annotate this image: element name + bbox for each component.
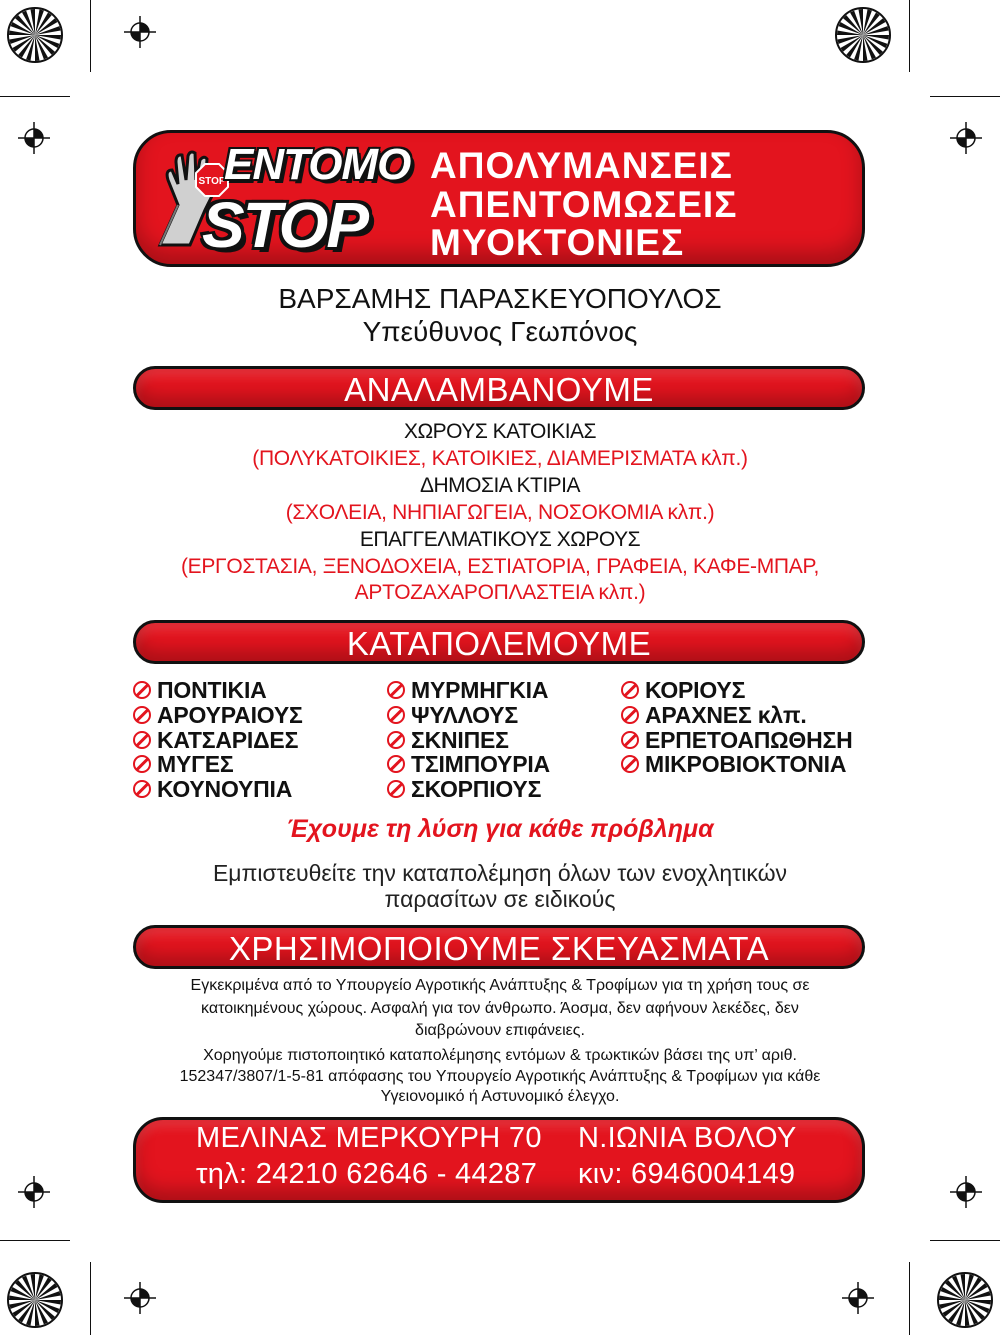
target-registration-icon (950, 122, 982, 154)
list-item: ΠΟΝΤΙΚΙΑ (133, 677, 267, 704)
no-entry-icon (621, 755, 639, 773)
list-item: ΜΥΓΕΣ (133, 751, 233, 778)
radial-star-icon (936, 1271, 994, 1329)
no-entry-icon (387, 755, 405, 773)
list-item: ΨΥΛΛΟΥΣ (387, 702, 518, 729)
contact-address: ΜΕΛΙΝΑΣ ΜΕΡΚΟΥΡΗ 70 (196, 1122, 542, 1154)
contact-phone: τηλ: 24210 62646 - 44287 (196, 1158, 538, 1190)
target-registration-icon (124, 1282, 156, 1314)
section-heading-combat: ΚΑΤΑΠΟΛΕΜΟΥΜΕ (346, 625, 652, 662)
no-entry-icon (387, 706, 405, 724)
trust-line-2: παρασίτων σε ειδικούς (384, 886, 616, 912)
list-item: ΚΟΡΙΟΥΣ (621, 677, 745, 704)
crop-line (909, 1262, 910, 1335)
category-details: (ΣΧΟΛΕΙΑ, ΝΗΠΙΑΓΩΓΕΙΑ, ΝΟΣΟΚΟΜΙΑ κλπ.) (285, 501, 715, 524)
contact-mobile: κιν: 6946004149 (578, 1158, 796, 1190)
section-bar-combat (133, 620, 865, 664)
crop-line (0, 1240, 70, 1241)
list-item: ΚΟΥΝΟΥΠΙΑ (133, 776, 292, 803)
target-registration-icon (950, 1176, 982, 1208)
crop-line (0, 96, 70, 97)
list-item: ΑΡΟΥΡΑΙΟΥΣ (133, 702, 303, 729)
list-item: ΕΡΠΕΤΟΑΠΩΘΗΣΗ (621, 727, 853, 754)
contact-city: Ν.ΙΩΝΙΑ ΒΟΛΟΥ (578, 1122, 797, 1154)
no-entry-icon (133, 681, 151, 699)
target-registration-icon (18, 122, 50, 154)
certificate-text: Υγειονομικό ή Αστυνομικό έλεγχο. (380, 1088, 620, 1105)
target-registration-icon (18, 1176, 50, 1208)
radial-star-icon (834, 6, 892, 64)
trust-line-1: Εμπιστευθείτε την καταπολέμηση όλων των ενοχλητικών (212, 860, 788, 886)
logo-bottom-word: STOP (202, 189, 368, 261)
slogan: Έχουμε τη λύση για κάθε πρόβλημα (286, 815, 714, 843)
no-entry-icon (387, 681, 405, 699)
products-text: κατοικημένους χώρους. Ασφαλή για τον άνθρωπο. Άοσμα, δεν αφήνουν λεκέδες, δεν (201, 1000, 799, 1017)
no-entry-icon (621, 681, 639, 699)
target-registration-icon (842, 1282, 874, 1314)
crop-line (909, 0, 910, 72)
category-name: ΔΗΜΟΣΙΑ ΚΤΙΡΙΑ (419, 474, 581, 497)
radial-star-icon (6, 1271, 64, 1329)
section-heading-products: ΧΡΗΣΙΜΟΠΟΙΟΥΜΕ ΣΚΕΥΑΣΜΑΤΑ (228, 930, 770, 967)
category-details: (ΠΟΛΥΚΑΤΟΙΚΙΕΣ, ΚΑΤΟΙΚΙΕΣ, ΔΙΑΜΕΡΙΣΜΑΤΑ κλπ.) (252, 447, 748, 470)
crop-line (90, 1262, 91, 1335)
category-details: (ΕΡΓΟΣΤΑΣΙΑ, ΞΕΝΟΔΟΧΕΙΑ, ΕΣΤΙΑΤΟΡΙΑ, ΓΡΑΦΕΙΑ, ΚΑΦΕ-ΜΠΑΡ, (180, 555, 820, 578)
owner-title: Υπεύθυνος Γεωπόνος (362, 316, 638, 347)
radial-star-icon (6, 6, 64, 64)
stop-sign-text: STOP (198, 176, 226, 187)
certificate-text: Χορηγούμε πιστοποιητικό καταπολέμησης εντόμων & τρωκτικών βάσει της υπ’ αριθ. (203, 1047, 797, 1064)
section-heading-undertake: ΑΝΑΛΑΜΒΑΝΟΥΜΕ (344, 371, 654, 408)
no-entry-icon (387, 731, 405, 749)
no-entry-icon (133, 780, 151, 798)
crop-line (930, 1240, 1000, 1241)
crop-line (930, 96, 1000, 97)
section-bar-undertake (133, 366, 865, 410)
no-entry-icon (621, 731, 639, 749)
category-name: ΕΠΑΓΓΕΛΜΑΤΙΚΟΥΣ ΧΩΡΟΥΣ (359, 528, 641, 551)
section-bar-products (133, 925, 865, 969)
list-item: ΤΣΙΜΠΟΥΡΙΑ (387, 751, 550, 778)
no-entry-icon (621, 706, 639, 724)
service-line-1: ΑΠΟΛΥΜΑΝΣΕΙΣ (430, 145, 733, 186)
logo-top-word: ΕΝΤΟΜΟ (224, 140, 411, 189)
no-entry-icon (133, 731, 151, 749)
list-item: ΣΚΟΡΠΙΟΥΣ (387, 776, 541, 803)
crop-line (90, 0, 91, 72)
no-entry-icon (133, 706, 151, 724)
target-registration-icon (124, 16, 156, 48)
products-text: διαβρώνουν επιφάνειες. (415, 1022, 585, 1039)
owner-name: ΒΑΡΣΑΜΗΣ ΠΑΡΑΣΚΕΥΟΠΟΥΛΟΣ (278, 283, 722, 314)
list-item: ΜΙΚΡΟΒΙΟΚΤΟΝΙΑ (621, 751, 846, 778)
service-line-2: ΑΠΕΝΤΟΜΩΣΕΙΣ (430, 184, 738, 225)
list-item: ΜΥΡΜΗΓΚΙΑ (387, 677, 548, 704)
list-item: ΑΡΑΧΝΕΣ κλπ. (621, 702, 807, 729)
category-name: ΧΩΡΟΥΣ ΚΑΤΟΙΚΙΑΣ (403, 420, 597, 443)
list-item: ΚΑΤΣΑΡΙΔΕΣ (133, 727, 298, 754)
category-details: ΑΡΤΟΖΑΧΑΡΟΠΛΑΣΤΕΙΑ κλπ.) (354, 581, 646, 604)
no-entry-icon (133, 755, 151, 773)
list-item: ΣΚΝΙΠΕΣ (387, 727, 509, 754)
no-entry-icon (387, 780, 405, 798)
service-line-3: ΜΥΟΚΤΟΝΙΕΣ (430, 222, 685, 263)
certificate-text: 152347/3807/1-5-81 απόφασης του Υπουργείο Αγροτικής Ανάπτυξης & Τροφίμων για κάθε (179, 1068, 821, 1085)
products-text: Εγκεκριμένα από το Υπουργείο Αγροτικής Ανάπτυξης & Τροφίμων για τη χρήση τους σε (190, 977, 810, 994)
